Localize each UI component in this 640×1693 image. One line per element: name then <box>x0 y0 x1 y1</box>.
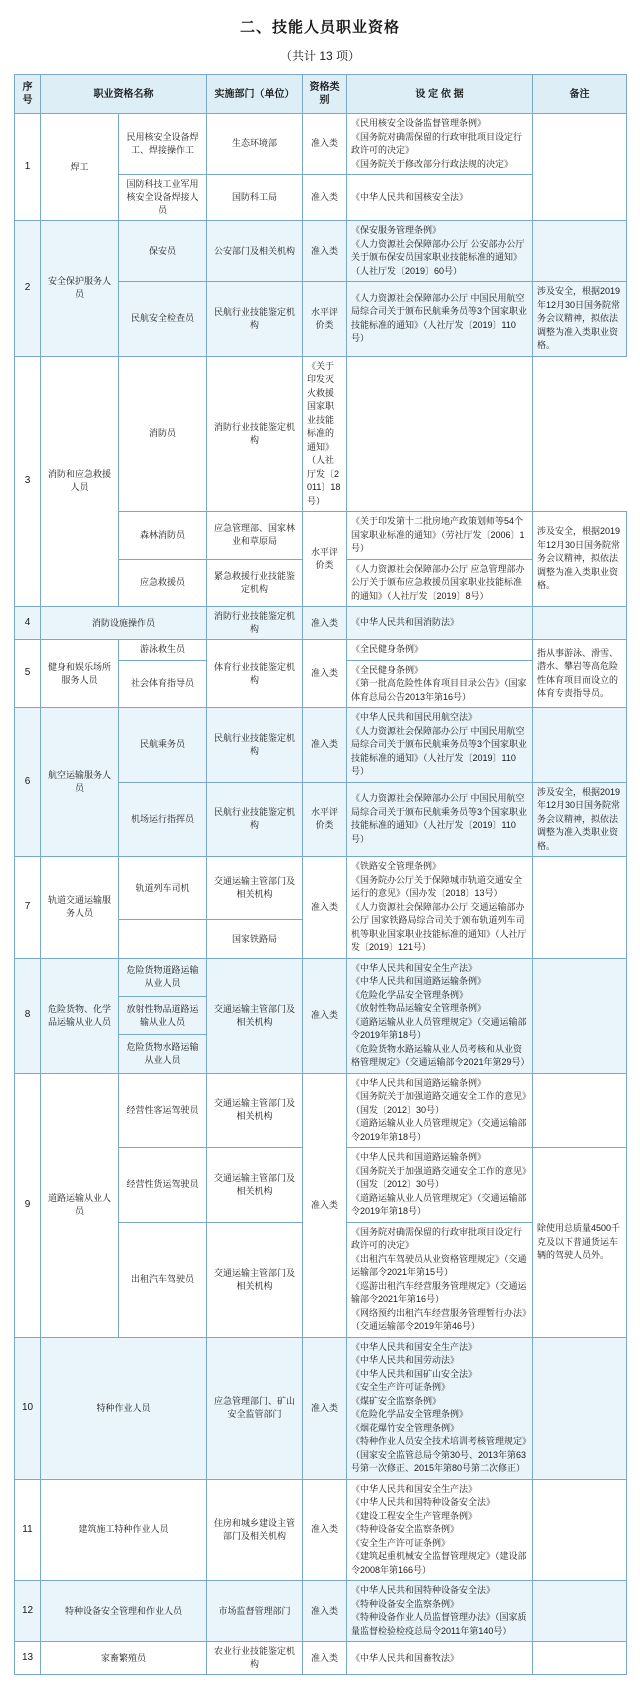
legal-basis-item: 《全民健身条例》 <box>351 644 424 655</box>
table-row <box>15 1479 627 1581</box>
column-header-category: 资格类别 <box>303 75 347 114</box>
table-body <box>15 114 627 1675</box>
implementing-department: 民航行业技能鉴定机构 <box>207 782 303 857</box>
page-subtitle: （共计 13 项） <box>279 49 361 63</box>
row-number: 6 <box>15 708 41 857</box>
remark: 涉及安全，根据2019年12月30日国务院常务会议精神，拟依法调整为准入类职业资格。 <box>533 512 627 607</box>
row-number: 4 <box>15 607 41 640</box>
remark <box>533 1337 627 1479</box>
legal-basis-item: 《危险化学品安全管理条例》 <box>351 1409 469 1420</box>
implementing-department: 紧急救援行业技能鉴定机构 <box>207 559 303 607</box>
row-number: 5 <box>15 640 41 708</box>
implementing-department: 交通运输主管部门及相关机构 <box>207 958 303 1073</box>
legal-basis-item: 《人力资源社会保障部办公厅 中国民用航空局综合司关于颁布民航乘务员等3个国家职业技能标准的通知》（人社厅发〔2019〕110号） <box>351 292 528 344</box>
row-number: 12 <box>15 1581 41 1642</box>
legal-basis-item: 《中华人民共和国安全生产法》 <box>351 1483 478 1494</box>
column-header-remark: 备注 <box>533 75 627 114</box>
implementing-department: 国家铁路局 <box>207 920 303 958</box>
legal-basis-item: 《国务院关于加强道路交通安全工作的意见》（国发〔2012〕30号） <box>351 1165 527 1190</box>
row-number: 3 <box>15 356 41 607</box>
legal-basis-item: 《特种设备安全监察条例》 <box>351 1598 460 1609</box>
implementing-department: 民航行业技能鉴定机构 <box>207 282 303 357</box>
legal-basis <box>347 660 533 708</box>
table-row <box>15 708 627 783</box>
occupation-name: 建筑施工特种作业人员 <box>41 1479 207 1581</box>
occupation-name: 应急救援员 <box>119 559 207 607</box>
legal-basis <box>347 1337 533 1479</box>
legal-basis <box>347 1642 533 1675</box>
occupation-name: 放射性物品道路运输从业人员 <box>119 997 207 1035</box>
qualification-category: 准入类 <box>303 857 347 959</box>
qualification-category: 准入类 <box>303 607 347 640</box>
legal-basis-item: 《烟花爆竹安全管理条例》 <box>351 1422 460 1433</box>
column-header-no: 序号 <box>15 75 41 114</box>
occupation-name: 森林消防员 <box>119 512 207 560</box>
legal-basis <box>347 512 533 560</box>
legal-basis-item: 《中华人民共和国特种设备安全法》 <box>351 1585 496 1596</box>
remark <box>533 857 627 959</box>
row-number: 11 <box>15 1479 41 1581</box>
row-number: 10 <box>15 1337 41 1479</box>
legal-basis <box>347 559 533 607</box>
legal-basis <box>347 958 533 1073</box>
implementing-department: 交通运输主管部门及相关机构 <box>207 1148 303 1223</box>
implementing-department: 公安部门及相关机构 <box>207 221 303 282</box>
qualification-category: 水平评价类 <box>303 282 347 357</box>
legal-basis-item: 《国务院关于修改部分行政法规的决定》 <box>351 158 514 169</box>
table-row <box>15 1073 627 1148</box>
table-row <box>15 607 627 640</box>
occupation-group: 安全保护服务人员 <box>41 221 119 357</box>
table-row <box>15 114 627 175</box>
row-number: 8 <box>15 958 41 1073</box>
occupation-group: 道路运输从业人员 <box>41 1073 119 1337</box>
table-row <box>15 857 627 920</box>
legal-basis-item: 《危险化学品安全管理条例》 <box>351 989 469 1000</box>
occupation-group: 消防和应急救援人员 <box>41 356 119 607</box>
implementing-department: 交通运输主管部门及相关机构 <box>207 1222 303 1337</box>
table-row <box>15 221 627 282</box>
remark <box>533 958 627 1073</box>
implementing-department: 住房和城乡建设主管部门及相关机构 <box>207 1479 303 1581</box>
legal-basis-item: 《出租汽车驾驶员从业资格管理规定》（交通运输部令2021年第15号） <box>351 1253 527 1278</box>
occupation-name: 特种设备安全管理和作业人员 <box>41 1581 207 1642</box>
occupation-name: 民航乘务员 <box>119 708 207 783</box>
legal-basis-item: 《中华人民共和国道路运输条例》 <box>351 1077 487 1088</box>
occupation-name: 家畜繁殖员 <box>41 1642 207 1675</box>
legal-basis-item: 《人力资源社会保障部办公厅 中国民用航空局综合司关于颁布民航乘务员等3个国家职业技能标准的通知》（人社厅发〔2019〕110号） <box>351 793 528 844</box>
legal-basis-item: 《安全生产许可证条例》 <box>351 1382 451 1393</box>
legal-basis-item: 《全民健身条例》 <box>351 664 424 675</box>
legal-basis <box>347 1148 533 1223</box>
legal-basis-item: 《网络预约出租汽车经营服务管理暂行办法》（交通运输部令2019年第46号） <box>351 1307 527 1332</box>
legal-basis-item: 《巡游出租汽车经营服务管理规定》（交通运输部令2021年第16号） <box>351 1280 527 1305</box>
page-title: 二、技能人员职业资格 <box>239 19 400 36</box>
qualification-category: 准入类 <box>303 114 347 175</box>
legal-basis-item: 《人力资源社会保障部办公厅 应急管理部办公厅关于颁布应急救援员国家职业技能标准的通知》（人社厅发〔2019〕8号） <box>351 563 525 601</box>
legal-basis <box>347 607 533 640</box>
legal-basis-item: 《国务院对确需保留的行政审批项目设定行政许可的决定》 <box>351 131 523 155</box>
legal-basis-item: 《中华人民共和国道路运输条例》 <box>351 976 487 987</box>
table-row <box>15 1337 627 1479</box>
legal-basis-item: 《特种设备安全监察条例》 <box>351 1524 460 1535</box>
occupation-group: 健身和娱乐场所服务人员 <box>41 640 119 708</box>
legal-basis-item: 《道路运输从业人员管理规定》（交通运输部令2019年第18号） <box>351 1016 527 1041</box>
qualification-category: 准入类 <box>303 1642 347 1675</box>
occupation-name: 消防设施操作员 <box>41 607 207 640</box>
row-number: 7 <box>15 857 41 959</box>
legal-basis-item: 《特种作业人员安全技术培训考核管理规定》（国家安全监管总局令第30号、2013年第63号第一次修正、2015年第80号第二次修正） <box>351 1436 527 1474</box>
legal-basis <box>347 282 533 357</box>
remark <box>533 1479 627 1581</box>
row-number: 1 <box>15 114 41 221</box>
remark <box>347 356 533 512</box>
legal-basis-item: 《放射性物品运输安全管理条例》 <box>351 1003 487 1014</box>
row-number: 2 <box>15 221 41 357</box>
legal-basis-item: 《中华人民共和国畜牧法》 <box>351 1652 460 1663</box>
occupation-name: 危险货物道路运输从业人员 <box>119 958 207 996</box>
table-row <box>15 958 627 996</box>
implementing-department: 国防科工局 <box>207 175 303 221</box>
implementing-department: 农业行业技能鉴定机构 <box>207 1642 303 1675</box>
legal-basis <box>347 221 533 282</box>
table-row <box>15 640 627 661</box>
table-header-row <box>15 75 627 114</box>
implementing-department: 交通运输主管部门及相关机构 <box>207 1073 303 1148</box>
legal-basis-item: 《中华人民共和国消防法》 <box>351 617 460 628</box>
column-header-name: 职业资格名称 <box>41 75 207 114</box>
column-header-dept: 实施部门（单位） <box>207 75 303 114</box>
occupation-name: 出租汽车驾驶员 <box>119 1222 207 1337</box>
legal-basis <box>347 114 533 175</box>
legal-basis <box>347 1222 533 1337</box>
implementing-department: 体育行业技能鉴定机构 <box>207 640 303 708</box>
legal-basis-item: 《国务院办公厅关于保障城市轨道交通安全运行的意见》（国办发〔2018〕13号） <box>351 874 523 899</box>
occupation-name: 保安员 <box>119 221 207 282</box>
legal-basis <box>347 1581 533 1642</box>
qualification-category: 准入类 <box>303 175 347 221</box>
legal-basis-item: 《建设工程安全生产管理条例》 <box>351 1510 478 1521</box>
implementing-department: 消防行业技能鉴定机构 <box>207 356 303 512</box>
remark: 指从事游泳、滑雪、潜水、攀岩等高危险性体育项目而设立的体育专责指导员。 <box>533 640 627 708</box>
occupation-name: 危险货物水路运输从业人员 <box>119 1035 207 1073</box>
legal-basis-item: 《煤矿安全监察条例》 <box>351 1395 442 1406</box>
implementing-department: 应急管理部、国家林业和草原局 <box>207 512 303 560</box>
occupation-name: 经营性货运驾驶员 <box>119 1148 207 1223</box>
qualification-category: 水平评价类 <box>303 512 347 607</box>
legal-basis-item: 《人力资源社会保障部办公厅 中国民用航空局综合司关于颁布民航乘务员等3个国家职业技能标准的通知》（人社厅发〔2019〕110号） <box>351 725 528 777</box>
legal-basis-item: 《铁路安全管理条例》 <box>351 861 442 872</box>
occupation-group: 航空运输服务人员 <box>41 708 119 857</box>
legal-basis <box>347 640 533 661</box>
legal-basis-item: 《中华人民共和国道路运输条例》 <box>351 1152 487 1163</box>
legal-basis-item: 《道路运输从业人员管理规定》（交通运输部令2019年第18号） <box>351 1192 527 1217</box>
legal-basis-item: 《民用核安全设备监督管理条例》 <box>351 118 487 128</box>
legal-basis-item: 《安全生产许可证条例》 <box>351 1537 451 1548</box>
legal-basis <box>303 356 347 512</box>
occupation-name: 社会体育指导员 <box>119 660 207 708</box>
legal-basis-item: 《国务院对确需保留的行政审批项目设定行政许可的决定》 <box>351 1226 523 1251</box>
remark: 涉及安全，根据2019年12月30日国务院常务会议精神，拟依法调整为准入类职业资格。 <box>533 282 627 357</box>
legal-basis-item: 《第一批高危险性体育项目目录公告》（国家体育总局公告2013年第16号） <box>351 678 527 702</box>
legal-basis-item: 《中华人民共和国安全生产法》 <box>351 962 478 973</box>
remark <box>533 607 627 640</box>
legal-basis-item: 《中华人民共和国特种设备安全法》 <box>351 1497 496 1508</box>
occupation-name: 民用核安全设备焊工、焊接操作工 <box>119 114 207 175</box>
legal-basis <box>347 175 533 221</box>
legal-basis-item: 《关于印发第十二批房地产政策划师等54个国家职业标准的通知》（劳社厅发〔2006〕1号） <box>351 516 525 554</box>
row-number: 9 <box>15 1073 41 1337</box>
occupation-name: 消防员 <box>119 356 207 512</box>
occupation-name: 国防科技工业军用核安全设备焊接人员 <box>119 175 207 221</box>
occupation-name: 民航安全检查员 <box>119 282 207 357</box>
qualification-category: 准入类 <box>303 958 347 1073</box>
implementing-department: 市场监督管理部门 <box>207 1581 303 1642</box>
legal-basis-item: 《建筑起重机械安全监督管理规定》（建设部令2008年第166号） <box>351 1551 527 1575</box>
occupation-group: 焊工 <box>41 114 119 221</box>
remark <box>533 1581 627 1642</box>
occupation-name: 特种作业人员 <box>41 1337 207 1479</box>
occupation-name: 轨道列车司机 <box>119 857 207 920</box>
implementing-department: 生态环境部 <box>207 114 303 175</box>
implementing-department: 应急管理部门、矿山安全监管部门 <box>207 1337 303 1479</box>
legal-basis <box>347 782 533 857</box>
column-header-basis: 设 定 依 据 <box>347 75 533 114</box>
remark <box>533 1642 627 1675</box>
legal-basis <box>347 1073 533 1148</box>
implementing-department: 民航行业技能鉴定机构 <box>207 708 303 783</box>
occupation-name: 游泳救生员 <box>119 640 207 661</box>
legal-basis-item: 《人力资源社会保障部办公厅 公安部办公厅关于颁布保安员国家职业技能标准的通知》（人社厅发〔2019〕60号） <box>351 238 525 276</box>
legal-basis <box>347 1479 533 1581</box>
qualification-category: 准入类 <box>303 1581 347 1642</box>
legal-basis-item: 《道路运输从业人员管理规定》（交通运输部令2019年第18号） <box>351 1118 527 1142</box>
legal-basis-item: 《国务院关于加强道路交通安全工作的意见》（国发〔2012〕30号） <box>351 1091 527 1115</box>
qualification-category: 准入类 <box>303 640 347 708</box>
implementing-department: 消防行业技能鉴定机构 <box>207 607 303 640</box>
occupation-name: 机场运行指挥员 <box>119 782 207 857</box>
qualification-category: 准入类 <box>303 1073 347 1337</box>
table-row <box>15 356 627 512</box>
qualification-category: 准入类 <box>303 221 347 282</box>
qualification-category: 水平评价类 <box>303 782 347 857</box>
remark <box>533 221 627 282</box>
qualification-category: 准入类 <box>303 708 347 783</box>
legal-basis-item: 《特种设备作业人员监督管理办法》（国家质量监督检验检疫总局令2011年第140号） <box>351 1612 527 1636</box>
legal-basis-item: 《人力资源社会保障部办公厅 交通运输部办公厅 国家铁路局综合司关于颁布轨道列车司机等职业国家职业技能标准的通知》（人社厅发〔2019〕121号） <box>351 901 527 953</box>
legal-basis-item: 《危险货物水路运输从业人员考核和从业资格管理规定》（交通运输部令2021年第29号） <box>351 1043 530 1068</box>
legal-basis-item: 《中华人民共和国安全生产法》 <box>351 1341 478 1352</box>
legal-basis-item: 《保安服务管理条例》 <box>351 225 442 236</box>
qualification-table <box>14 74 627 1675</box>
occupation-name: 经营性客运驾驶员 <box>119 1073 207 1148</box>
occupation-group: 危险货物、化学品运输从业人员 <box>41 958 119 1073</box>
table-head <box>15 75 627 114</box>
legal-basis-item: 《关于印发灭火救援国家职业技能标准的通知》（人社厅发〔2011〕18号） <box>307 360 341 506</box>
legal-basis <box>347 857 533 959</box>
occupation-group: 轨道交通运输服务人员 <box>41 857 119 959</box>
qualification-category: 准入类 <box>303 1479 347 1581</box>
implementing-department: 交通运输主管部门及相关机构 <box>207 857 303 920</box>
legal-basis <box>347 708 533 783</box>
remark <box>533 708 627 783</box>
table-row <box>15 1642 627 1675</box>
qualification-category: 准入类 <box>303 1337 347 1479</box>
remark: 除使用总质量4500千克及以下普通货运车辆的驾驶人员外。 <box>533 1148 627 1338</box>
occupation-name <box>119 920 207 958</box>
table-row <box>15 1581 627 1642</box>
legal-basis-item: 《中华人民共和国劳动法》 <box>351 1355 460 1366</box>
remark <box>533 114 627 221</box>
legal-basis-item: 《中华人民共和国民用航空法》 <box>351 712 478 723</box>
remark: 涉及安全，根据2019年12月30日国务院常务会议精神，拟依法调整为准入类职业资格。 <box>533 782 627 857</box>
legal-basis-item: 《中华人民共和国矿山安全法》 <box>351 1368 478 1379</box>
legal-basis-item: 《中华人民共和国核安全法》 <box>351 191 469 202</box>
remark <box>533 1073 627 1148</box>
row-number: 13 <box>15 1642 41 1675</box>
